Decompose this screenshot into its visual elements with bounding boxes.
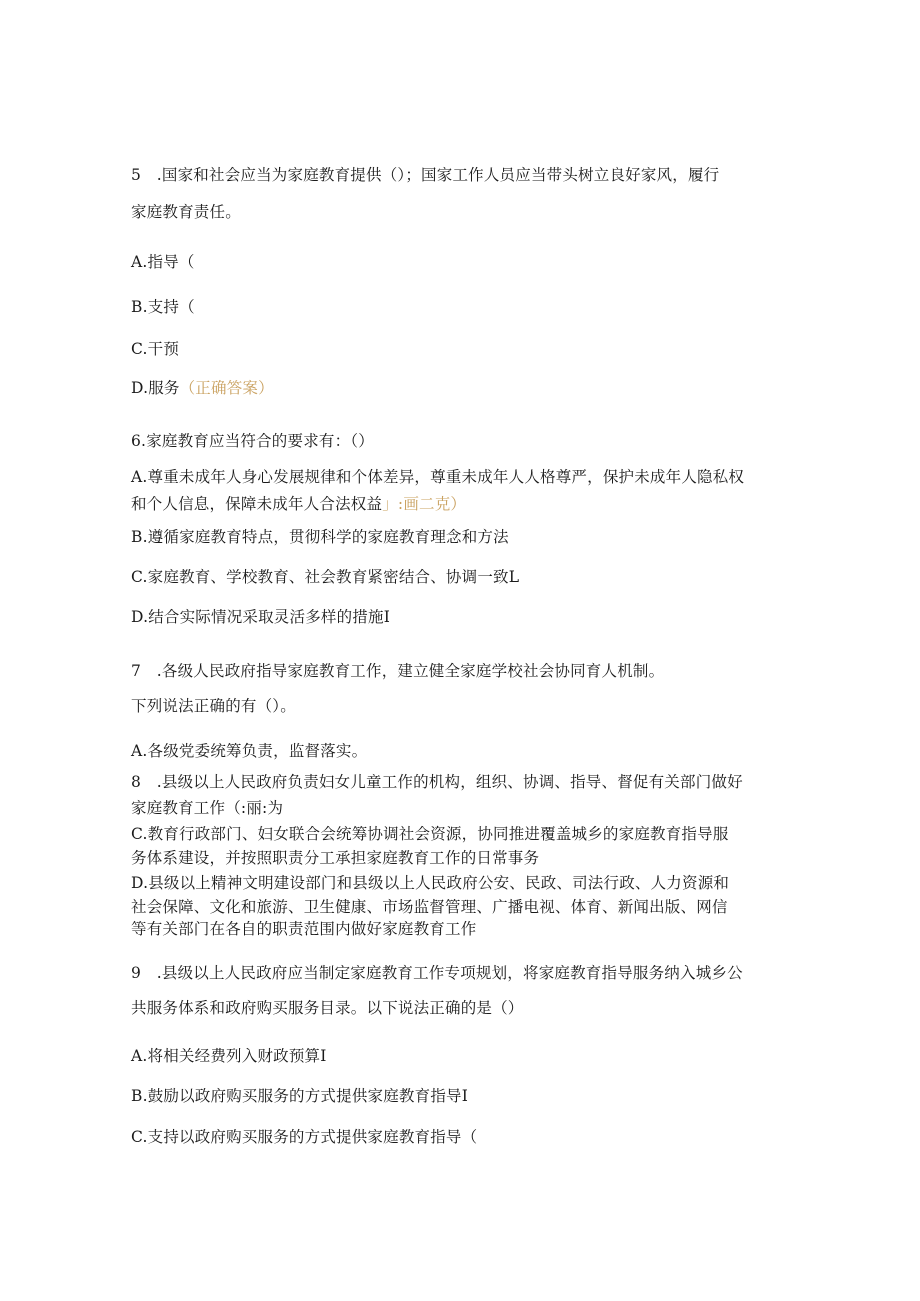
q6-stem: 6.家庭教育应当符合的要求有：（） [131,432,374,450]
q5-stem-line1: 5 .国家和社会应当为家庭教育提供（）；国家工作人员应当带头树立良好家风，履行 [131,166,720,184]
q9-stem-line1: 9 .县级以上人民政府应当制定家庭教育工作专项规划，将家庭教育指导服务纳入城乡公 [131,964,743,982]
q6-option-a-line2 [131,493,466,515]
q5-option-d [131,377,274,399]
q9-option-b: B.鼓励以政府购买服务的方式提供家庭教育指导I [131,1087,469,1105]
q6-option-c: C.家庭教育、学校教育、社会教育紧密结合、协调一致L [131,568,520,586]
q6-option-a-line1: A.尊重未成年人身心发展规律和个体差异，尊重未成年人人格尊严，保护未成年人隐私权 [131,468,745,486]
q6-option-d: D.结合实际情况采取灵活多样的措施I [131,608,391,626]
correct-answer-mark: （正确答案） [179,379,274,397]
q6-option-b: B.遵循家庭教育特点，贯彻科学的家庭教育理念和方法 [131,528,509,546]
q7-stem-line2: 下列说法正确的有（）。 [131,697,296,715]
q9-option-a: A.将相关经费列入财政预算I [131,1047,327,1065]
correct-answer-mark: 」:画二克） [382,495,467,513]
q8-option-d-line1: D.县级以上精神文明建设部门和县级以上人民政府公安、民政、司法行政、人力资源和 [131,874,730,892]
q8-stem-line2: 家庭教育工作（:丽:为 [131,799,284,817]
q9-stem-line2: 共服务体系和政府购买服务目录。以下说法正确的是（） [131,999,524,1017]
q8-option-c-line1: C.教育行政部门、妇女联合会统筹协调社会资源，协同推进覆盖城乡的家庭教育指导服 [131,825,729,843]
q5-option-d-text: D.服务 [131,379,180,397]
q5-stem-line2: 家庭教育责任。 [131,203,241,221]
q5-option-b: B.支持（ [131,298,195,316]
q6-option-a-line2-text: 和个人信息，保障未成年人合法权益 [131,495,383,513]
q7-stem-line1: 7 .各级人民政府指导家庭教育工作，建立健全家庭学校社会协同育人机制。 [131,662,665,680]
q7-option-a: A.各级党委统筹负责，监督落实。 [131,742,368,760]
q5-option-c: C.干预 [131,340,180,358]
q9-option-c: C.支持以政府购买服务的方式提供家庭教育指导（ [131,1128,478,1146]
q5-option-a: A.指导（ [131,253,195,271]
q8-option-d-line3: 等有关部门在各自的职责范围内做好家庭教育工作 [131,920,477,938]
q8-option-c-line2: 务体系建设，并按照职责分工承担家庭教育工作的日常事务 [131,849,540,867]
q8-stem-line1: 8 .县级以上人民政府负责妇女儿童工作的机构，组织、协调、指导、督促有关部门做好 [131,773,743,791]
q8-option-d-line2: 社会保障、文化和旅游、卫生健康、市场监督管理、广播电视、体育、新闻出版、网信 [131,898,728,916]
